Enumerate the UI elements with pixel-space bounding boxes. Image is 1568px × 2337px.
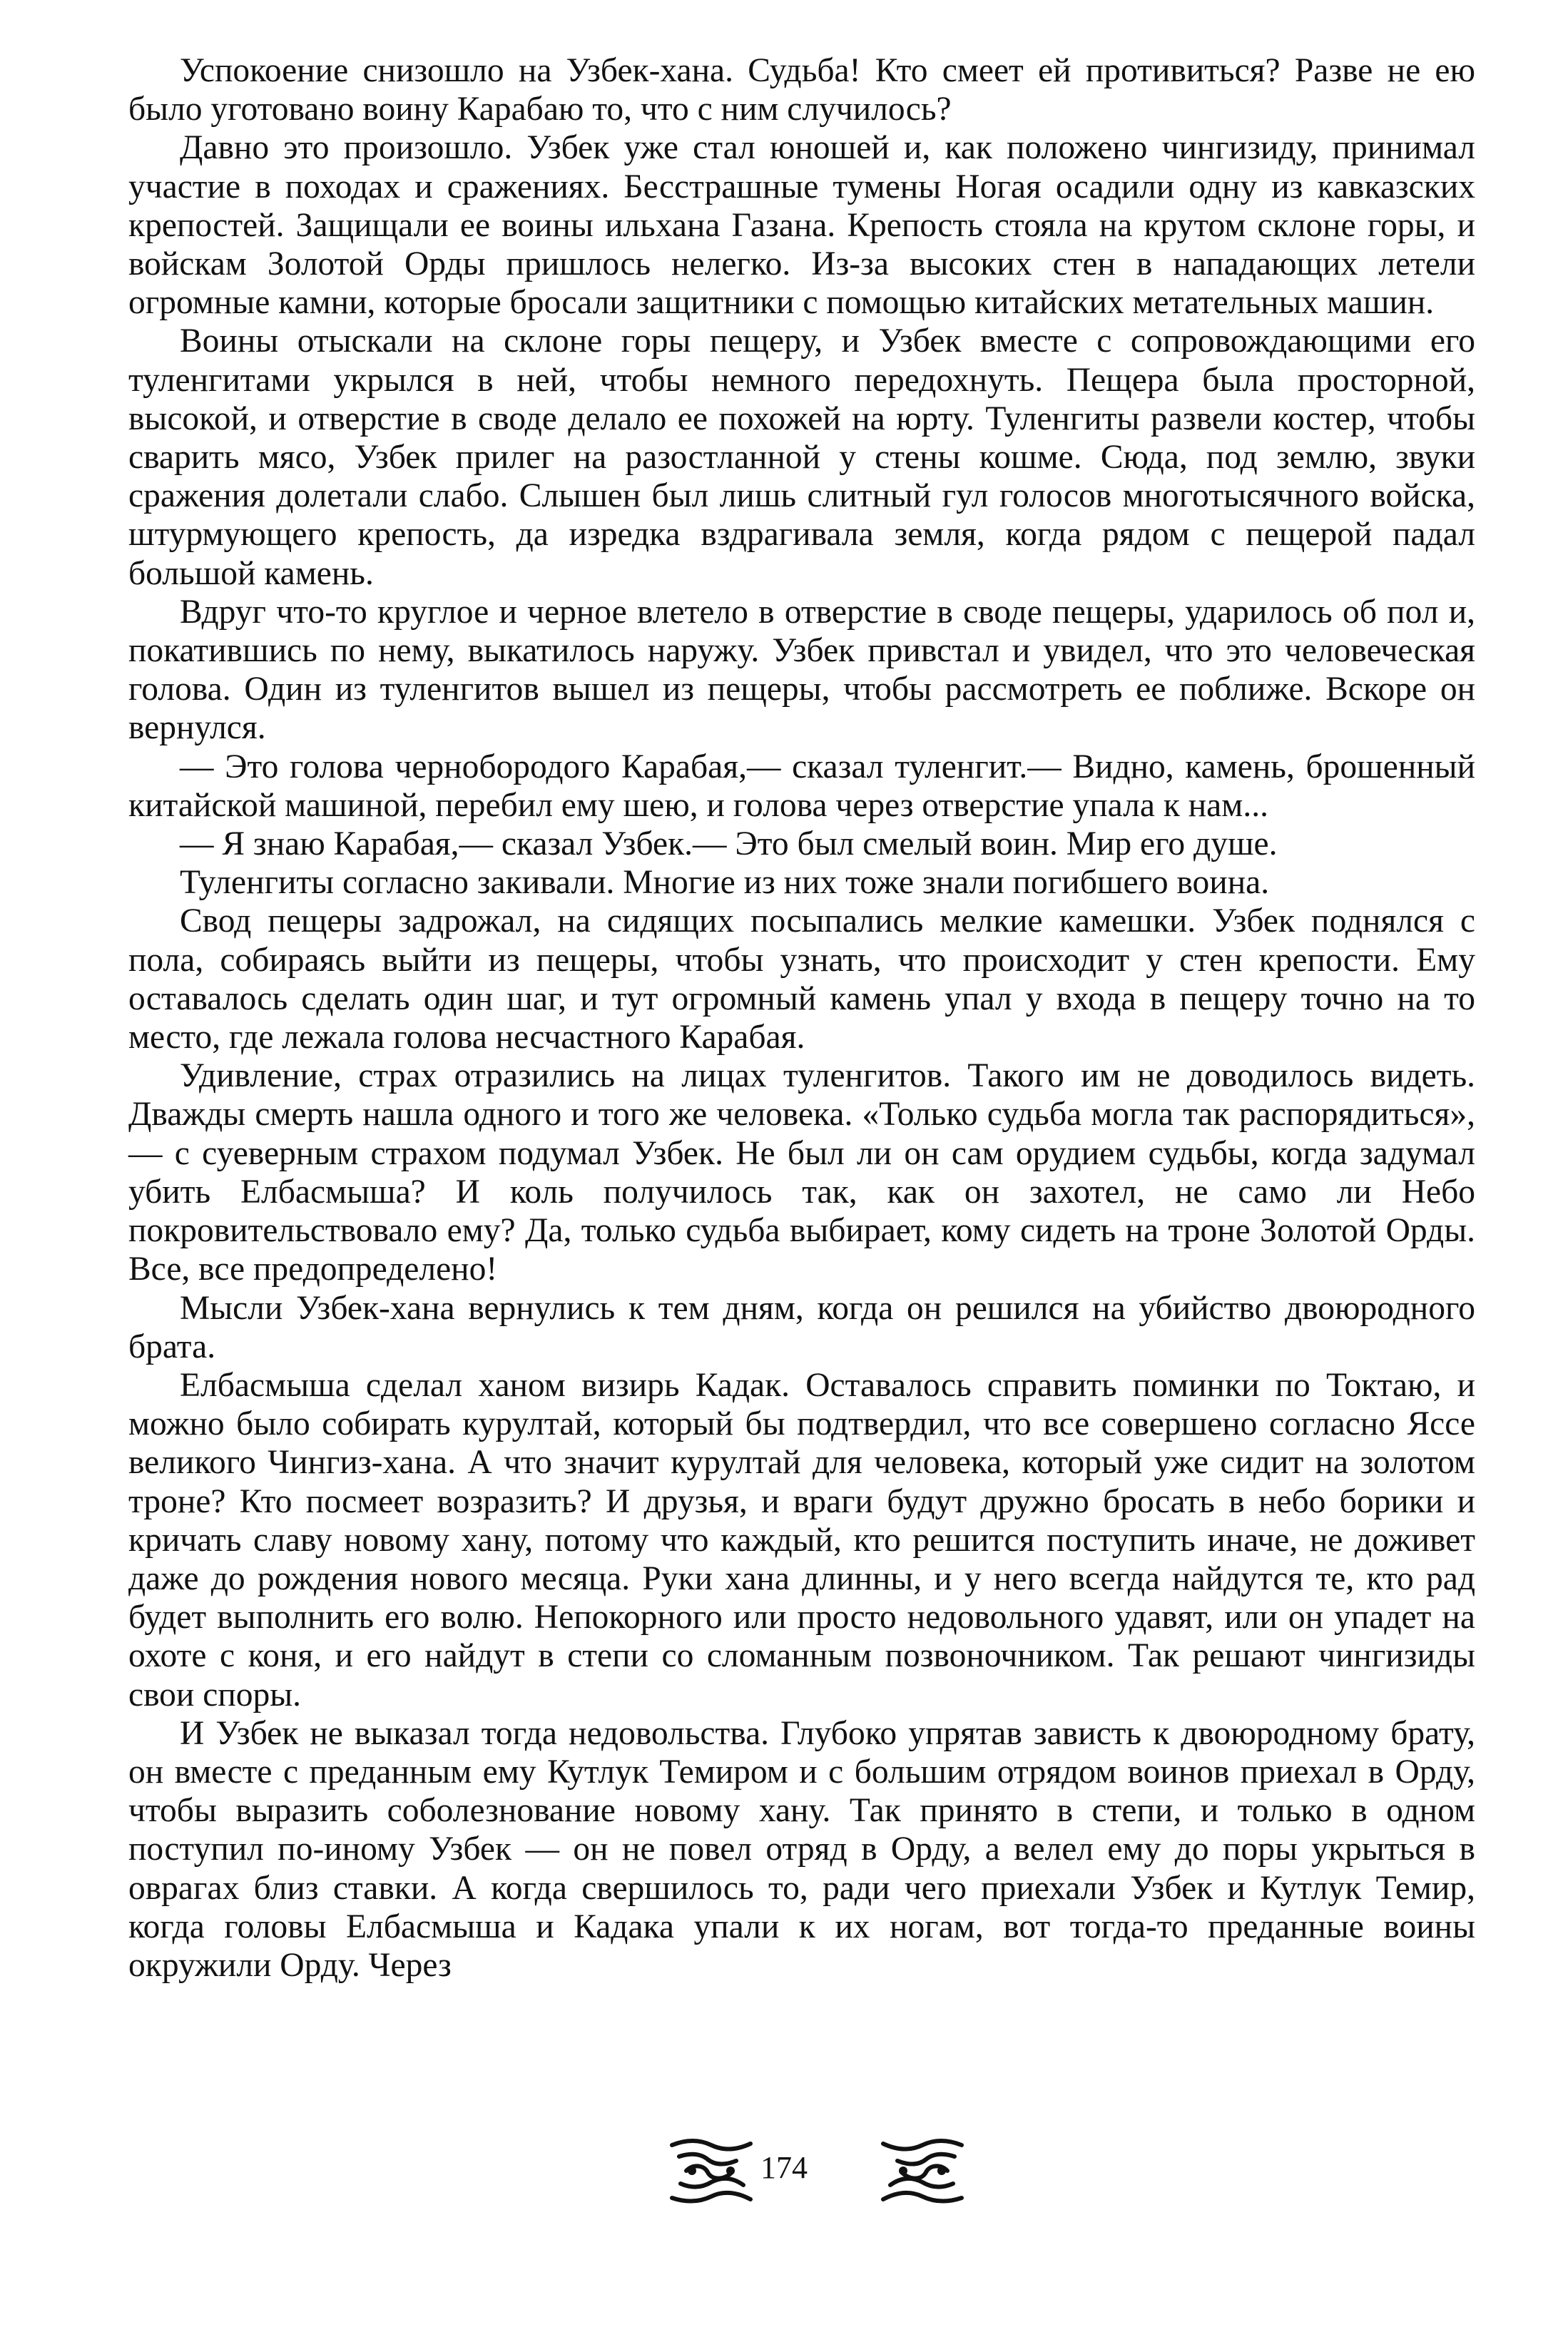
paragraph: Мысли Узбек-хана вернулись к тем дням, когда он решился на убийство двоюродного брата. xyxy=(128,1289,1475,1365)
paragraph: И Узбек не выказал тогда недовольства. Глубоко упрятав зависть к двоюродному брату, он вместе с преданным ему Кутлук Темиром и с большим отрядом воинов приехал в Орду, чтобы выразить соболезнование новому хану. Так принято в степи, и только в одном поступил по-иному Узбек — он не повел отряд в Орду, а велел ему до поры укрыться в оврагах близ ставки. А когда свершилось то, ради чего приехали Узбек и Кутлук Темир, когда головы Елбасмыша и Кадака упали к их ногам, вот тогда-то преданные воины окружили Орду. Через xyxy=(128,1714,1475,1984)
paragraph: Свод пещеры задрожал, на сидящих посыпались мелкие камешки. Узбек поднялся с пола, собираясь выйти из пещеры, чтобы узнать, что происходит у стен крепости. Ему оставалось сделать один шаг, и тут огромный камень упал у входа в пещеру точно на то место, где лежала голова несчастного Карабая. xyxy=(128,902,1475,1057)
paragraph: Вдруг что-то круглое и черное влетело в отверстие в своде пещеры, ударилось об пол и, покатившись по нему, выкатилось наружу. Узбек привстал и увидел, что это человеческая голова. Один из туленгитов вышел из пещеры, чтобы рассмотреть ее поближе. Вскоре он вернулся. xyxy=(128,593,1475,747)
dialogue-paragraph: — Это голова чернобородого Карабая,— сказал туленгит.— Видно, камень, брошенный китайской машиной, перебил ему шею, и голова через отверстие упала к нам... xyxy=(128,748,1475,824)
body-text xyxy=(128,51,1475,1985)
paragraph: Удивление, страх отразились на лицах туленгитов. Такого им не доводилось видеть. Дважды смерть нашла одного и того же человека. «Только судьба могла так распорядиться»,— с суеверным страхом подумал Узбек. Не был ли он сам орудием судьбы, когда задумал убить Елбасмыша? И коль получилось так, как он захотел, не само ли Небо покровительствовало ему? Да, только судьба выбирает, кому сидеть на троне Золотой Орды. Все, все предопределено! xyxy=(128,1057,1475,1288)
scroll-ornament-icon xyxy=(876,2135,969,2206)
paragraph: Давно это произошло. Узбек уже стал юношей и, как положено чингизиду, принимал участие в походах и сражениях. Бесстрашные тумены Ногая осадили одну из кавказских крепостей. Защищали ее воины ильхана Газана. Крепость стояла на крутом склоне горы, и войскам Золотой Орды пришлось нелегко. Из-за высоких стен в нападающих летели огромные камни, которые бросали защитники с помощью китайских метательных машин. xyxy=(128,129,1475,322)
paragraph: Воины отыскали на склоне горы пещеру, и Узбек вместе с сопровождающими его туленгитами укрылся в ней, чтобы немного передохнуть. Пещера была просторной, высокой, и отверстие в своде делало ее похожей на юрту. Туленгиты развели костер, чтобы сварить мясо, Узбек прилег на разостланной у стены кошме. Сюда, под землю, звуки сражения долетали слабо. Слышен был лишь слитный гул голосов многотысячного войска, штурмующего крепость, да изредка вздрагивала земля, когда рядом с пещерой падал большой камень. xyxy=(128,322,1475,592)
scroll-ornament-icon xyxy=(665,2135,758,2206)
dialogue-paragraph: — Я знаю Карабая,— сказал Узбек.— Это был смелый воин. Мир его душе. xyxy=(180,825,1278,863)
paragraph: Успокоение снизошло на Узбек-хана. Судьба! Кто смеет ей противиться? Разве не ею было уготовано воину Карабаю то, что с ним случилось? xyxy=(128,52,1475,128)
page-footer xyxy=(0,2129,1568,2215)
paragraph: Туленгиты согласно закивали. Многие из них тоже знали погибшего воина. xyxy=(180,864,1270,902)
page-number: 174 xyxy=(760,2150,808,2185)
paragraph: Елбасмыша сделал ханом визирь Кадак. Оставалось справить поминки по Токтаю, и можно было собирать курултай, который бы подтвердил, что все совершено согласно Яссе великого Чингиз-хана. А что значит курултай для человека, который уже сидит на золотом троне? Кто посмеет возразить? И друзья, и враги будут дружно бросать в небо борики и кричать славу новому хану, потому что каждый, кто решится поступить иначе, не доживет даже до рождения нового месяца. Руки хана длинны, и у него всегда найдутся те, кто рад будет выполнить его волю. Непокорного или просто недовольного удавят, или он упадет на охоте с коня, и его найдут в степи со сломанным позвоночником. Так решают чингизиды свои споры. xyxy=(128,1366,1475,1714)
